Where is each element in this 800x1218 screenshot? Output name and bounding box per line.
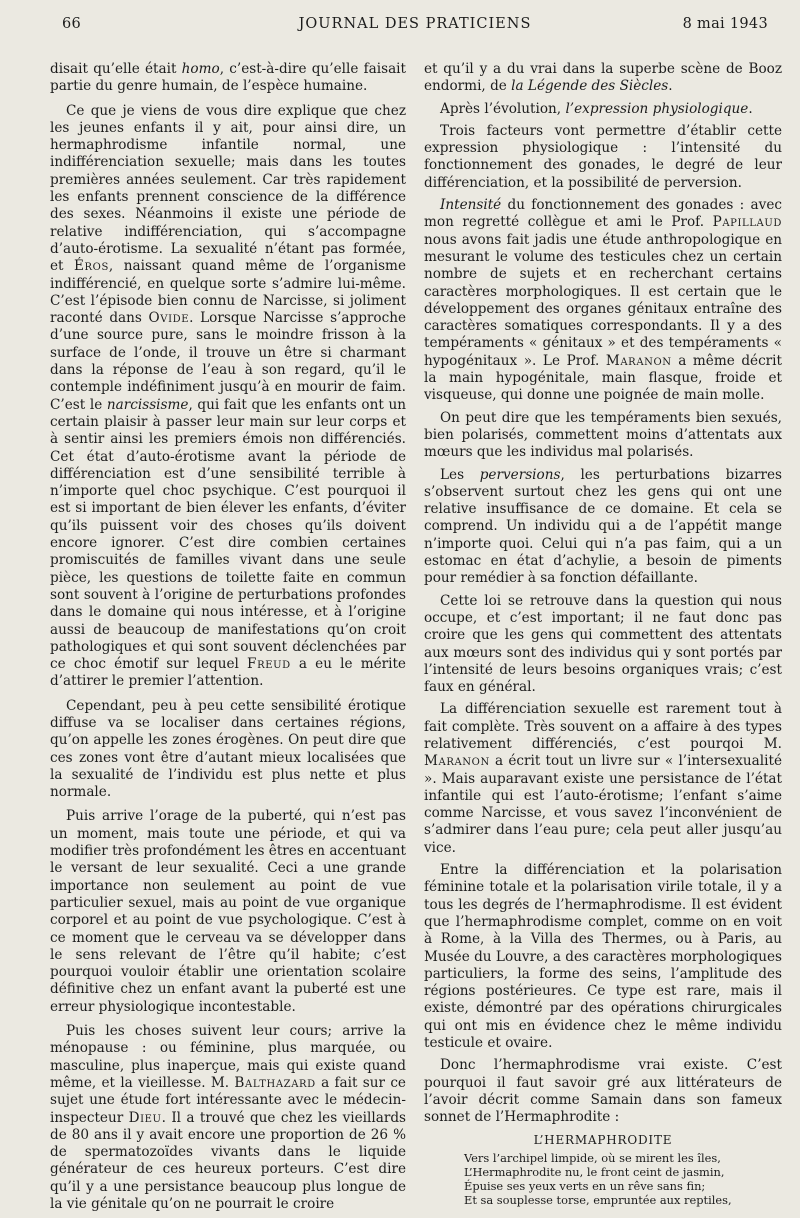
- paragraph: Cette loi se retrouve dans la question qui nous occupe, et c’est important; il ne faut donc pas croire que les gens qui commettent des attentats aux mœurs sont des individus qui y sont portés par l’intensité de leurs besoins organiques vrais; c’est faux en général.: [424, 592, 782, 696]
- name-dieu: Dieu: [128, 1109, 162, 1126]
- paragraph: disait qu’elle était homo, c’est-à-dire qu’elle faisait partie du genre humain, de l’espèce humaine.: [50, 61, 406, 95]
- poem-line: Vers l’archipel limpide, où se mirent les îles,: [464, 1150, 721, 1165]
- name-eros: Éros: [74, 258, 109, 275]
- name-maranon: Maranon: [605, 352, 672, 369]
- paragraph: Intensité du fonctionnement des gonades : avec mon regretté collègue et ami le Prof. Papillaud nous avons fait jadis une étude anthropologique en mesurant le volume des testicules chez un certain nombre de sujets et en recherchant certains caractères morphologiques. Il est certain que le développement des organes génitaux entraîne des caractères somatiques correspondants. Il y a des tempéraments « génitaux » et des tempéraments « hypogénitaux ». Le Prof. Maranon a même décrit la main hypogénitale, main flasque, froide et visqueuse, qui donne une poignée de main molle.: [424, 197, 782, 404]
- paragraph: Puis les choses suivent leur cours; arrive la ménopause : ou féminine, plus marquée, ou masculine, plus inaperçue, mais qui existe quand même, et la vieillesse. M. Balthazard a fait sur ce sujet une étude fort intéressante avec le médecin-inspecteur Dieu. Il a trouvé que chez les vieillards de 80 ans il y avait encore une proportion de 26 % de spermatozoïdes vivants dans le liquide générateur de ces heureux porteurs. C’est dire qu’il y a une persistance beaucoup plus longue de la vie génitale qu’on ne pourrait le croire: [50, 1023, 406, 1212]
- paragraph: Ce que je viens de vous dire explique que chez les jeunes enfants il y ait, pour ainsi dire, un hermaphrodisme infantile normal, une indifférenciation sexuelle; mais dans les toutes premières années seulement. Car très rapidement les enfants prennent conscience de la différence des sexes. Néanmoins il existe une période de relative indifférenciation, qui s’accompagne d’auto-érotisme. La sexualité n’étant pas formée, et Éros, naissant quand même de l’organisme indifférencié, en quelque sorte s’admire lui-même. C’est l’épisode bien connu de Narcisse, si joliment raconté dans Ovide. Lorsque Narcisse s’approche d’une source pure, sans le moindre frisson à la surface de l’onde, il trouve un être si charmant dans la réponse de l’eau à son regard, qu’il le contemple indéfiniment jusqu’à en mourir de faim. C’est le narcissisme, qui fait que les enfants ont un certain plaisir à passer leur main sur leur corps et à sentir ainsi les premiers émois non différenciés. Cet état d’auto-érotisme avant la période de différenciation est d’une sensibilité terrible à n’importe quel choc psychique. C’est pourquoi il est si important de bien élever les enfants, d’éviter qu’ils puissent voir des choses qu’ils doivent encore ignorer. C’est dire combien certaines promiscuités de familles vivant dans une seule pièce, les questions de toilette faite en commun sont souvent à l’origine de perturbations profondes dans le domaine qui nous intéresse, et à l’origine aussi de beaucoup de manifestations qu’on croit pathologiques et qui sont souvent déclenchées par ce choc émotif sur lequel Freud a eu le mérite d’attirer le premier l’attention.: [50, 102, 407, 690]
- name-papillaud: Papillaud: [712, 214, 782, 231]
- paragraph: Puis arrive l’orage de la puberté, qui n’est pas un moment, mais toute une période, et qui va modifier très profondément les êtres en accentuant le versant de leur sexualité. Ceci a une grande importance non seulement au point de vue particulier sexuel, mais au point de vue organique corporel et au point de vue psychologique. C’est à ce moment que le cerveau va se développer dans le sens relevant de l’être qu’il habite; c’est pourquoi vouloir établir une orientation scolaire définitive chez un enfant avant la puberté est une erreur physiologique incontestable.: [50, 808, 406, 1015]
- paragraph: Donc l’hermaphrodisme vrai existe. C’est pourquoi il faut savoir gré aux littérateurs de l’avoir décrit comme Samain dans son fameux sonnet de l’Hermaphrodite :: [424, 1057, 782, 1126]
- paragraph: Entre la différenciation et la polarisation féminine totale et la polarisation virile totale, il y a tous les degrés de l’hermaphrodisme. Il est évident que l’hermaphrodisme complet, comme on en voit à Rome, à la Villa des Thermes, ou à Paris, au Musée du Louvre, a des caractères morphologiques particuliers, la forme des seins, l’amplitude des régions postérieures. Ce type est rare, mais il existe, démontré par des opérations chirurgicales qui ont mis en évidence chez le même individu testicule et ovaire.: [424, 862, 782, 1052]
- poem-line: L’Hermaphrodite nu, le front ceint de jasmin,: [464, 1164, 725, 1179]
- journal-title: JOURNAL DES PRATICIENS: [298, 16, 532, 32]
- name-maranon: Maranon: [424, 753, 490, 770]
- page-number: 66: [62, 16, 82, 32]
- poem: [424, 1151, 782, 1207]
- name-freud: Freud: [247, 656, 291, 673]
- left-column: [50, 61, 406, 1218]
- poem-line: Épuise ses yeux verts en un rêve sans fin;: [464, 1178, 706, 1193]
- name-balthazard: Balthazard: [234, 1074, 316, 1091]
- paragraph: Les perversions, les perturbations bizarres s’observent surtout chez les gens qui ont une relative insuffisance de ce domaine. Et cela se comprend. Un individu qui a de l’appétit mange n’importe quoi. Celui qui n’a pas faim, qui a un estomac en état d’achylie, a besoin de piments pour remédier à sa fonction défaillante.: [424, 466, 782, 587]
- poem-title: L’HERMAPHRODITE: [533, 1132, 673, 1147]
- running-header: [62, 16, 768, 38]
- poem-line: Et sa souplesse torse, empruntée aux reptiles,: [464, 1192, 732, 1207]
- paragraph: Trois facteurs vont permettre d’établir cette expression physiologique : l’intensité du fonctionnement des gonades, le degré de leur différenciation, et la possibilité de perversion.: [424, 122, 782, 191]
- paragraph: Après l’évolution, l’expression physiologique.: [440, 100, 753, 117]
- right-column: [424, 61, 782, 1207]
- name-ovide: Ovide: [148, 310, 190, 327]
- paragraph: On peut dire que les tempéraments bien sexués, bien polarisés, commettent moins d’attentats aux mœurs que les individus mal polarisés.: [424, 409, 782, 461]
- issue-date: 8 mai 1943: [682, 16, 768, 32]
- paragraph: et qu’il y a du vrai dans la superbe scène de Booz endormi, de la Légende des Siècles.: [424, 61, 782, 95]
- paragraph: Cependant, peu à peu cette sensibilité érotique diffuse va se localiser dans certaines régions, qu’on appelle les zones érogènes. On peut dire que ces zones vont être d’autant mieux localisées que la sexualité de l’individu est plus nette et plus normale.: [50, 697, 406, 801]
- paragraph: La différenciation sexuelle est rarement tout à fait complète. Très souvent on a affaire à des types relativement différenciés, c’est pourqoi M. Maranon a écrit tout un livre sur « l’intersexualité ». Mais auparavant existe une persistance de l’état infantile qui est l’auto-érotisme; l’enfant s’aime comme Narcisse, et vous savez l’inconvénient de s’admirer dans l’eau pure; cela peut aller jusqu’au vice.: [424, 701, 782, 856]
